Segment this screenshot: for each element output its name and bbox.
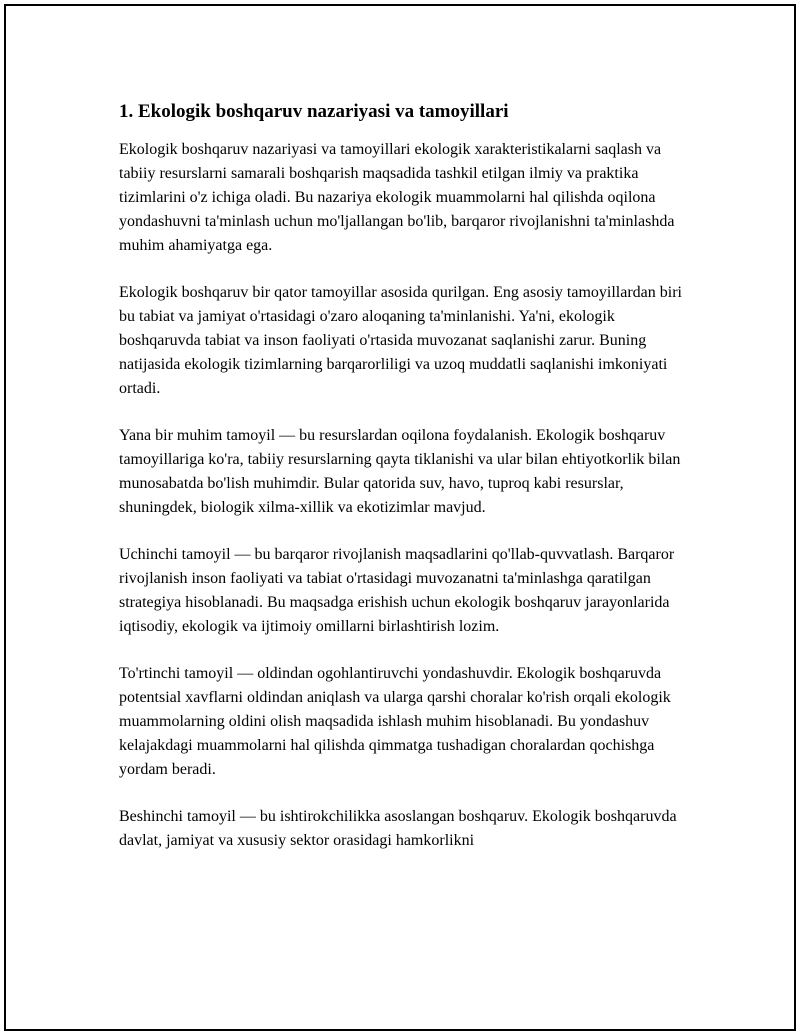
- paragraph-fifth-principle: Beshinchi tamoyil — bu ishtirokchilikka asoslangan boshqaruv. Ekologik boshqaruvda davlat, jamiyat va xususiy sektor orasidagi hamkorlikni: [119, 808, 677, 849]
- paragraph-second-principle: Yana bir muhim tamoyil — bu resurslardan oqilona foydalanish. Ekologik boshqaruv tamoyillariga ko'ra, tabiiy resurslarning qayta tiklanishi va ular bilan ehtiyotkorlik bilan munosabatda bo'lish muhimdir. Bular qatorida suv, havo, tuproq kabi resurslar, shuningdek, biologik xilma-xillik va ekotizimlar mavjud.: [119, 427, 681, 516]
- paragraph-intro: Ekologik boshqaruv nazariyasi va tamoyillari ekologik xarakteristikalarni saqlash va tabiiy resurslarni samarali boshqarish maqsadida tashkil etilgan ilmiy va praktika tizimlarini o'z ichiga oladi. Bu nazariya ekologik muammolarni hal qilishda oqilona yondashuvni ta'minlash uchun mo'ljallangan bo'lib, barqaror rivojlanishni ta'minlashda muhim ahamiyatga ega.: [119, 141, 675, 254]
- paragraph-third-principle: Uchinchi tamoyil — bu barqaror rivojlanish maqsadlarini qo'llab-quvvatlash. Barqaror rivojlanish inson faoliyati va tabiat o'rtasidagi muvozanatni ta'minlashga qaratilgan strategiya hisoblanadi. Bu maqsadga erishish uchun ekologik boshqaruv jarayonlarida iqtisodiy, ekologik va ijtimoiy omillarni birlashtirish lozim.: [119, 546, 675, 635]
- paragraph-first-principle: Ekologik boshqaruv bir qator tamoyillar asosida qurilgan. Eng asosiy tamoyillardan biri bu tabiat va jamiyat o'rtasidagi o'zaro aloqaning ta'minlanishi. Ya'ni, ekologik boshqaruvda tabiat va inson faoliyati o'rtasida muvozanat saqlanishi zarur. Buning natijasida ekologik tizimlarning barqarorliligi va uzoq muddatli saqlanishi imkoniyati ortadi.: [119, 284, 682, 397]
- page-content: [119, 100, 689, 876]
- section-heading: 1. Ekologik boshqaruv nazariyasi va tamoyillari: [119, 101, 509, 122]
- page-frame: [4, 4, 796, 1031]
- paragraph-fourth-principle: To'rtinchi tamoyil — oldindan ogohlantiruvchi yondashuvdir. Ekologik boshqaruvda potentsial xavflarni oldindan aniqlash va ularga qarshi choralar ko'rish orqali ekologik muammolarning oldini olish maqsadida ishlash muhim hisoblanadi. Bu yondashuv kelajakdagi muammolarni hal qilishda qimmatga tushadigan choralardan qochishga yordam beradi.: [119, 665, 671, 778]
